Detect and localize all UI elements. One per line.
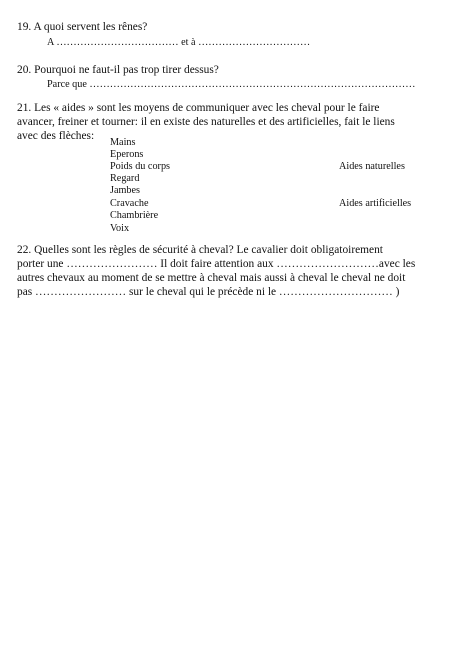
aide-item: Voix [110,223,130,234]
aide-item: Cravache [110,198,149,209]
question-21-line-3: avec des flèches: [17,130,95,142]
aide-category-artificial: Aides artificielles [339,198,412,209]
aide-item: Poids du corps [110,161,170,172]
aide-category-natural: Aides naturelles [339,161,405,172]
question-22-line-4: pas …………………… sur le cheval qui le précède ni le ………………………… ) [17,286,400,298]
question-21-line-1: 21. Les « aides » sont les moyens de communiquer avec les cheval pour le faire [17,102,380,114]
question-22-line-3: autres chevaux au moment de se mettre à cheval mais aussi à cheval le cheval ne doit [17,272,406,284]
question-20-title: 20. Pourquoi ne faut-il pas trop tirer dessus? [17,64,219,76]
question-19-answer: A ……………………………… et à …………………………… [47,37,311,48]
question-20-answer: Parce que …………………………………………………………………………………… [47,79,416,90]
aide-item: Mains [110,137,136,148]
aide-item: Chambrière [110,210,159,221]
aide-item: Eperons [110,149,144,160]
question-22-line-2: porter une …………………… Il doit faire attention aux ………………………avec les [17,258,416,270]
aide-item: Regard [110,173,140,184]
question-19-title: 19. A quoi servent les rênes? [17,21,148,33]
question-22-line-1: 22. Quelles sont les règles de sécurité à cheval? Le cavalier doit obligatoirement [17,244,383,256]
aide-item: Jambes [110,185,140,196]
question-21-line-2: avancer, freiner et tourner: il en existe des naturelles et des artificielles, fait le liens [17,116,395,128]
